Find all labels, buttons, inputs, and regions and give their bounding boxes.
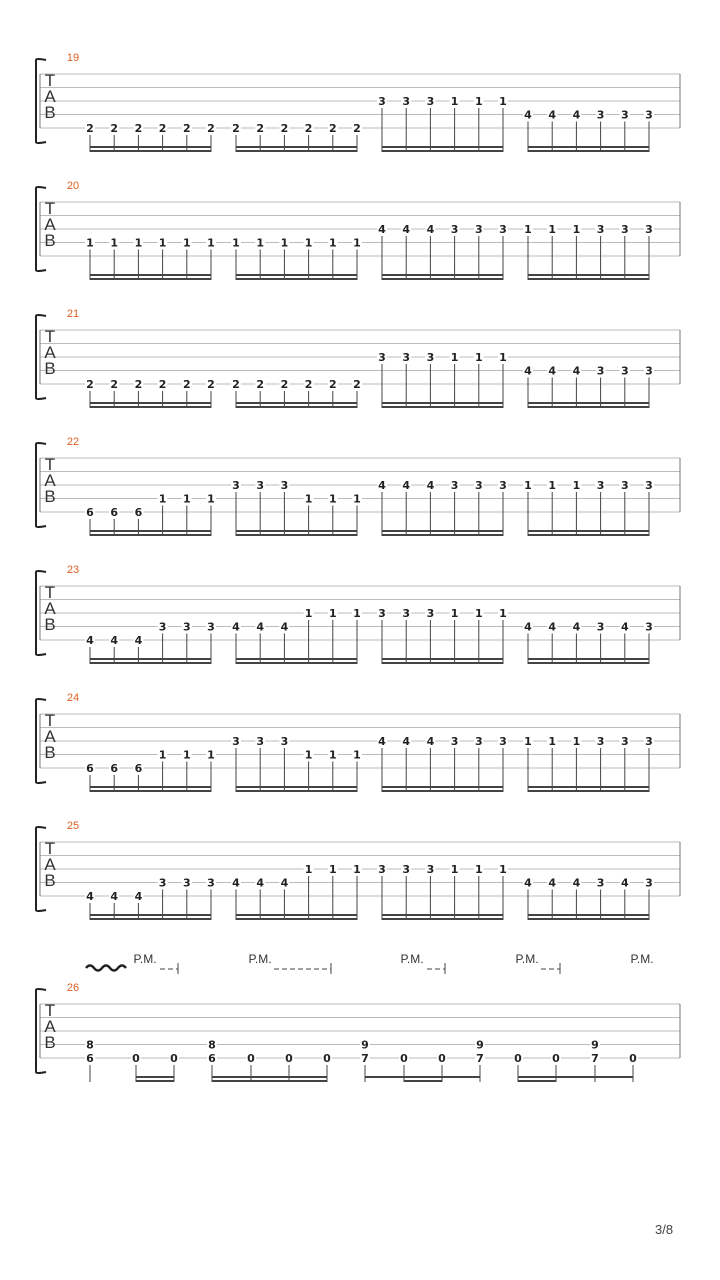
fret-number: 3 bbox=[499, 735, 507, 748]
fret-number: 1 bbox=[207, 236, 215, 250]
fret-number: 3 bbox=[620, 108, 629, 122]
fret-number: 4 bbox=[110, 634, 119, 647]
beam bbox=[382, 786, 503, 788]
beam bbox=[528, 530, 649, 532]
fret-number: 3 bbox=[645, 735, 653, 748]
fret-number: 2 bbox=[328, 122, 337, 135]
fret-number: 1 bbox=[304, 607, 313, 620]
beam bbox=[212, 1076, 327, 1078]
fret-number: 9 bbox=[591, 1038, 599, 1052]
fret-number: 3 bbox=[596, 223, 605, 236]
fret-number: 1 bbox=[232, 236, 240, 250]
fret-number: 1 bbox=[110, 236, 119, 250]
beam bbox=[136, 1076, 174, 1078]
fret-number: 1 bbox=[499, 607, 507, 620]
beam bbox=[90, 402, 211, 404]
fret-number: 1 bbox=[474, 351, 483, 364]
beam bbox=[236, 150, 357, 152]
beam bbox=[528, 278, 649, 280]
fret-number: 4 bbox=[86, 890, 94, 903]
beam bbox=[404, 1080, 442, 1082]
fret-number: 2 bbox=[182, 378, 191, 391]
fret-number: 9 bbox=[476, 1038, 484, 1052]
beam bbox=[382, 658, 503, 660]
fret-number: 1 bbox=[474, 863, 483, 876]
fret-number: 3 bbox=[645, 479, 653, 492]
fret-number: 3 bbox=[499, 223, 507, 236]
measure-number: 20 bbox=[66, 180, 80, 192]
fret-number: 1 bbox=[474, 95, 483, 108]
beam bbox=[236, 918, 357, 920]
fret-number: 2 bbox=[182, 122, 191, 135]
beam bbox=[365, 1076, 480, 1078]
tab-clef-letter: A bbox=[44, 855, 56, 874]
beam bbox=[382, 274, 503, 276]
fret-number: 4 bbox=[548, 620, 557, 634]
fret-number: 3 bbox=[426, 863, 435, 876]
tab-clef-letter: T bbox=[44, 327, 56, 346]
fret-number: 0 bbox=[629, 1052, 637, 1065]
fret-number: 2 bbox=[304, 122, 313, 135]
fret-number: 0 bbox=[132, 1052, 140, 1065]
fret-number: 6 bbox=[208, 1052, 216, 1065]
tab-clef-letter: B bbox=[44, 103, 56, 122]
tab-clef-letter: B bbox=[44, 615, 56, 634]
beam bbox=[528, 658, 649, 660]
fret-number: 4 bbox=[402, 223, 411, 236]
tab-clef-letter: B bbox=[44, 1033, 56, 1052]
fret-number: 4 bbox=[524, 364, 532, 378]
beam bbox=[382, 406, 503, 408]
fret-number: 2 bbox=[86, 122, 94, 135]
palm-mute-label: P.M. bbox=[133, 952, 157, 966]
fret-number: 4 bbox=[110, 890, 119, 903]
tab-clef-letter: T bbox=[44, 1001, 56, 1020]
beam bbox=[236, 534, 357, 536]
fret-number: 3 bbox=[378, 351, 386, 364]
tab-clef-letter: A bbox=[44, 215, 56, 234]
fret-number: 1 bbox=[524, 223, 532, 236]
fret-number: 4 bbox=[134, 890, 143, 903]
fret-number: 3 bbox=[596, 364, 605, 378]
fret-number: 7 bbox=[476, 1052, 484, 1065]
fret-number: 3 bbox=[280, 479, 289, 492]
beam bbox=[528, 786, 649, 788]
fret-number: 3 bbox=[596, 735, 605, 748]
fret-number: 3 bbox=[426, 607, 435, 620]
fret-number: 2 bbox=[110, 378, 119, 391]
beam bbox=[528, 146, 649, 148]
fret-number: 6 bbox=[86, 762, 94, 775]
fret-number: 4 bbox=[426, 735, 435, 748]
fret-number: 7 bbox=[591, 1052, 599, 1065]
fret-number: 2 bbox=[207, 122, 215, 135]
fret-number: 2 bbox=[134, 122, 143, 135]
fret-number: 0 bbox=[438, 1052, 446, 1065]
fret-number: 8 bbox=[208, 1038, 216, 1052]
fret-number: 1 bbox=[572, 223, 581, 236]
beam bbox=[518, 1076, 633, 1078]
fret-number: 0 bbox=[552, 1052, 560, 1065]
fret-number: 3 bbox=[402, 351, 411, 364]
fret-number: 3 bbox=[232, 735, 240, 748]
fret-number: 1 bbox=[450, 607, 459, 620]
beam bbox=[90, 658, 211, 660]
beam bbox=[528, 150, 649, 152]
tab-clef-letter: T bbox=[44, 583, 56, 602]
fret-number: 1 bbox=[548, 735, 557, 748]
palm-mute-label: P.M. bbox=[630, 952, 654, 966]
fret-number: 3 bbox=[232, 479, 240, 492]
fret-number: 4 bbox=[378, 735, 386, 748]
fret-number: 3 bbox=[645, 620, 653, 634]
measure-number: 25 bbox=[66, 820, 80, 832]
fret-number: 0 bbox=[323, 1052, 331, 1065]
beam bbox=[90, 530, 211, 532]
fret-number: 2 bbox=[232, 378, 240, 391]
fret-number: 4 bbox=[548, 876, 557, 890]
fret-number: 1 bbox=[572, 479, 581, 492]
tab-clef-letter: T bbox=[44, 71, 56, 90]
measure-number: 19 bbox=[66, 52, 80, 64]
fret-number: 1 bbox=[353, 236, 361, 250]
measure-number: 22 bbox=[66, 436, 80, 448]
fret-number: 2 bbox=[256, 378, 265, 391]
fret-number: 1 bbox=[524, 479, 532, 492]
fret-number: 1 bbox=[328, 863, 337, 876]
beam bbox=[236, 786, 357, 788]
fret-number: 3 bbox=[596, 479, 605, 492]
beam bbox=[90, 406, 211, 408]
beam bbox=[382, 402, 503, 404]
fret-number: 4 bbox=[280, 620, 289, 634]
fret-number: 6 bbox=[86, 506, 94, 519]
fret-number: 4 bbox=[232, 620, 240, 634]
fret-number: 4 bbox=[426, 223, 435, 236]
fret-number: 1 bbox=[328, 492, 337, 506]
tab-clef-letter: B bbox=[44, 487, 56, 506]
fret-number: 3 bbox=[450, 735, 459, 748]
fret-number: 0 bbox=[247, 1052, 255, 1065]
fret-number: 4 bbox=[620, 876, 629, 890]
fret-number: 4 bbox=[572, 108, 581, 122]
fret-number: 3 bbox=[158, 876, 167, 890]
beam bbox=[382, 278, 503, 280]
beam bbox=[90, 150, 211, 152]
fret-number: 1 bbox=[304, 492, 313, 506]
fret-number: 2 bbox=[353, 378, 361, 391]
fret-number: 1 bbox=[158, 236, 167, 250]
fret-number: 2 bbox=[280, 378, 289, 391]
fret-number: 1 bbox=[450, 863, 459, 876]
tab-clef-letter: B bbox=[44, 231, 56, 250]
fret-number: 1 bbox=[499, 863, 507, 876]
tab-clef-letter: T bbox=[44, 199, 56, 218]
fret-number: 4 bbox=[572, 620, 581, 634]
beam bbox=[528, 662, 649, 664]
fret-number: 1 bbox=[499, 351, 507, 364]
fret-number: 6 bbox=[134, 762, 143, 775]
beam bbox=[136, 1080, 174, 1082]
tab-clef-letter: A bbox=[44, 599, 56, 618]
fret-number: 9 bbox=[361, 1038, 369, 1052]
beam bbox=[90, 146, 211, 148]
fret-number: 4 bbox=[232, 876, 240, 890]
beam bbox=[528, 402, 649, 404]
palm-mute-label: P.M. bbox=[400, 952, 424, 966]
beam bbox=[528, 406, 649, 408]
beam bbox=[90, 278, 211, 280]
tab-clef-letter: A bbox=[44, 343, 56, 362]
beam bbox=[236, 662, 357, 664]
fret-number: 3 bbox=[158, 620, 167, 634]
palm-mute-label: P.M. bbox=[515, 952, 539, 966]
fret-number: 6 bbox=[86, 1052, 94, 1065]
fret-number: 4 bbox=[256, 876, 265, 890]
fret-number: 1 bbox=[499, 95, 507, 108]
fret-number: 2 bbox=[158, 122, 167, 135]
fret-number: 1 bbox=[304, 863, 313, 876]
fret-number: 4 bbox=[280, 876, 289, 890]
fret-number: 3 bbox=[645, 108, 653, 122]
fret-number: 3 bbox=[474, 223, 483, 236]
tab-clef-letter: B bbox=[44, 359, 56, 378]
fret-number: 3 bbox=[426, 351, 435, 364]
fret-number: 1 bbox=[548, 223, 557, 236]
fret-number: 3 bbox=[378, 607, 386, 620]
fret-number: 2 bbox=[86, 378, 94, 391]
fret-number: 3 bbox=[620, 479, 629, 492]
fret-number: 3 bbox=[426, 95, 435, 108]
measure-number: 23 bbox=[66, 564, 80, 576]
fret-number: 4 bbox=[524, 620, 532, 634]
fret-number: 1 bbox=[328, 748, 337, 762]
fret-number: 2 bbox=[256, 122, 265, 135]
beam bbox=[382, 914, 503, 916]
beam bbox=[236, 530, 357, 532]
fret-number: 3 bbox=[207, 620, 215, 634]
fret-number: 1 bbox=[572, 735, 581, 748]
beam bbox=[90, 662, 211, 664]
fret-number: 1 bbox=[353, 607, 361, 620]
tab-clef-letter: T bbox=[44, 839, 56, 858]
beam bbox=[528, 914, 649, 916]
fret-number: 1 bbox=[280, 236, 289, 250]
fret-number: 1 bbox=[304, 236, 313, 250]
fret-number: 2 bbox=[280, 122, 289, 135]
beam bbox=[382, 146, 503, 148]
tab-clef-letter: A bbox=[44, 87, 56, 106]
beam bbox=[382, 530, 503, 532]
fret-number: 1 bbox=[182, 748, 191, 762]
fret-number: 4 bbox=[548, 364, 557, 378]
fret-number: 1 bbox=[548, 479, 557, 492]
fret-number: 3 bbox=[402, 863, 411, 876]
fret-number: 1 bbox=[353, 863, 361, 876]
fret-number: 8 bbox=[86, 1038, 94, 1052]
fret-number: 3 bbox=[645, 364, 653, 378]
fret-number: 0 bbox=[514, 1052, 522, 1065]
fret-number: 4 bbox=[426, 479, 435, 492]
fret-number: 4 bbox=[402, 479, 411, 492]
vibrato-mark bbox=[86, 966, 126, 971]
fret-number: 3 bbox=[207, 876, 215, 890]
beam bbox=[236, 274, 357, 276]
tab-clef-letter: A bbox=[44, 1017, 56, 1036]
tab-clef-letter: A bbox=[44, 471, 56, 490]
measure-number: 26 bbox=[66, 982, 80, 994]
beam bbox=[236, 278, 357, 280]
fret-number: 3 bbox=[402, 607, 411, 620]
fret-number: 6 bbox=[110, 506, 119, 519]
fret-number: 2 bbox=[110, 122, 119, 135]
beam bbox=[90, 790, 211, 792]
fret-number: 3 bbox=[402, 95, 411, 108]
page-number: 3/8 bbox=[655, 1222, 674, 1237]
fret-number: 3 bbox=[620, 735, 629, 748]
fret-number: 2 bbox=[328, 378, 337, 391]
fret-number: 0 bbox=[400, 1052, 408, 1065]
fret-number: 1 bbox=[328, 607, 337, 620]
fret-number: 3 bbox=[645, 223, 653, 236]
beam bbox=[236, 146, 357, 148]
fret-number: 6 bbox=[134, 506, 143, 519]
beam bbox=[382, 150, 503, 152]
beam bbox=[212, 1080, 327, 1082]
fret-number: 4 bbox=[378, 479, 386, 492]
tab-clef-letter: B bbox=[44, 871, 56, 890]
fret-number: 4 bbox=[548, 108, 557, 122]
beam bbox=[382, 918, 503, 920]
beam bbox=[382, 662, 503, 664]
fret-number: 1 bbox=[158, 748, 167, 762]
fret-number: 1 bbox=[86, 236, 94, 250]
beam bbox=[518, 1080, 556, 1082]
beam bbox=[90, 534, 211, 536]
fret-number: 3 bbox=[474, 735, 483, 748]
fret-number: 2 bbox=[158, 378, 167, 391]
fret-number: 1 bbox=[353, 492, 361, 506]
beam bbox=[236, 658, 357, 660]
fret-number: 1 bbox=[182, 492, 191, 506]
fret-number: 3 bbox=[474, 479, 483, 492]
fret-number: 1 bbox=[207, 748, 215, 762]
palm-mute-label: P.M. bbox=[248, 952, 272, 966]
fret-number: 3 bbox=[378, 95, 386, 108]
fret-number: 1 bbox=[158, 492, 167, 506]
fret-number: 2 bbox=[353, 122, 361, 135]
fret-number: 7 bbox=[361, 1052, 369, 1065]
fret-number: 4 bbox=[378, 223, 386, 236]
beam bbox=[236, 402, 357, 404]
fret-number: 4 bbox=[86, 634, 94, 647]
fret-number: 1 bbox=[474, 607, 483, 620]
tab-clef-letter: T bbox=[44, 711, 56, 730]
fret-number: 1 bbox=[328, 236, 337, 250]
fret-number: 3 bbox=[620, 364, 629, 378]
fret-number: 3 bbox=[450, 479, 459, 492]
fret-number: 3 bbox=[620, 223, 629, 236]
fret-number: 2 bbox=[304, 378, 313, 391]
fret-number: 1 bbox=[353, 748, 361, 762]
fret-number: 4 bbox=[256, 620, 265, 634]
beam bbox=[382, 534, 503, 536]
fret-number: 2 bbox=[134, 378, 143, 391]
tab-clef-letter: T bbox=[44, 455, 56, 474]
beam bbox=[90, 274, 211, 276]
fret-number: 1 bbox=[207, 492, 215, 506]
fret-number: 4 bbox=[524, 108, 532, 122]
beam bbox=[90, 918, 211, 920]
fret-number: 1 bbox=[182, 236, 191, 250]
fret-number: 6 bbox=[110, 762, 119, 775]
fret-number: 3 bbox=[256, 735, 265, 748]
fret-number: 3 bbox=[280, 735, 289, 748]
fret-number: 3 bbox=[182, 876, 191, 890]
fret-number: 3 bbox=[182, 620, 191, 634]
tab-clef-letter: B bbox=[44, 743, 56, 762]
fret-number: 3 bbox=[596, 108, 605, 122]
fret-number: 1 bbox=[134, 236, 143, 250]
fret-number: 0 bbox=[170, 1052, 178, 1065]
fret-number: 1 bbox=[304, 748, 313, 762]
fret-number: 1 bbox=[450, 351, 459, 364]
beam bbox=[236, 790, 357, 792]
fret-number: 3 bbox=[645, 876, 653, 890]
beam bbox=[382, 790, 503, 792]
beam bbox=[90, 786, 211, 788]
fret-number: 4 bbox=[572, 364, 581, 378]
fret-number: 3 bbox=[450, 223, 459, 236]
fret-number: 1 bbox=[524, 735, 532, 748]
beam bbox=[528, 534, 649, 536]
tab-clef-letter: A bbox=[44, 727, 56, 746]
beam bbox=[236, 914, 357, 916]
fret-number: 4 bbox=[134, 634, 143, 647]
fret-number: 2 bbox=[232, 122, 240, 135]
fret-number: 3 bbox=[596, 620, 605, 634]
beam bbox=[236, 406, 357, 408]
fret-number: 4 bbox=[572, 876, 581, 890]
fret-number: 1 bbox=[256, 236, 265, 250]
fret-number: 0 bbox=[285, 1052, 293, 1065]
beam bbox=[528, 274, 649, 276]
fret-number: 4 bbox=[524, 876, 532, 890]
fret-number: 4 bbox=[620, 620, 629, 634]
fret-number: 3 bbox=[378, 863, 386, 876]
fret-number: 1 bbox=[450, 95, 459, 108]
beam bbox=[90, 914, 211, 916]
measure-number: 24 bbox=[66, 692, 80, 704]
fret-number: 3 bbox=[596, 876, 605, 890]
fret-number: 2 bbox=[207, 378, 215, 391]
beam bbox=[528, 790, 649, 792]
fret-number: 3 bbox=[256, 479, 265, 492]
fret-number: 4 bbox=[402, 735, 411, 748]
fret-number: 3 bbox=[499, 479, 507, 492]
measure-number: 21 bbox=[66, 308, 80, 320]
beam bbox=[528, 918, 649, 920]
